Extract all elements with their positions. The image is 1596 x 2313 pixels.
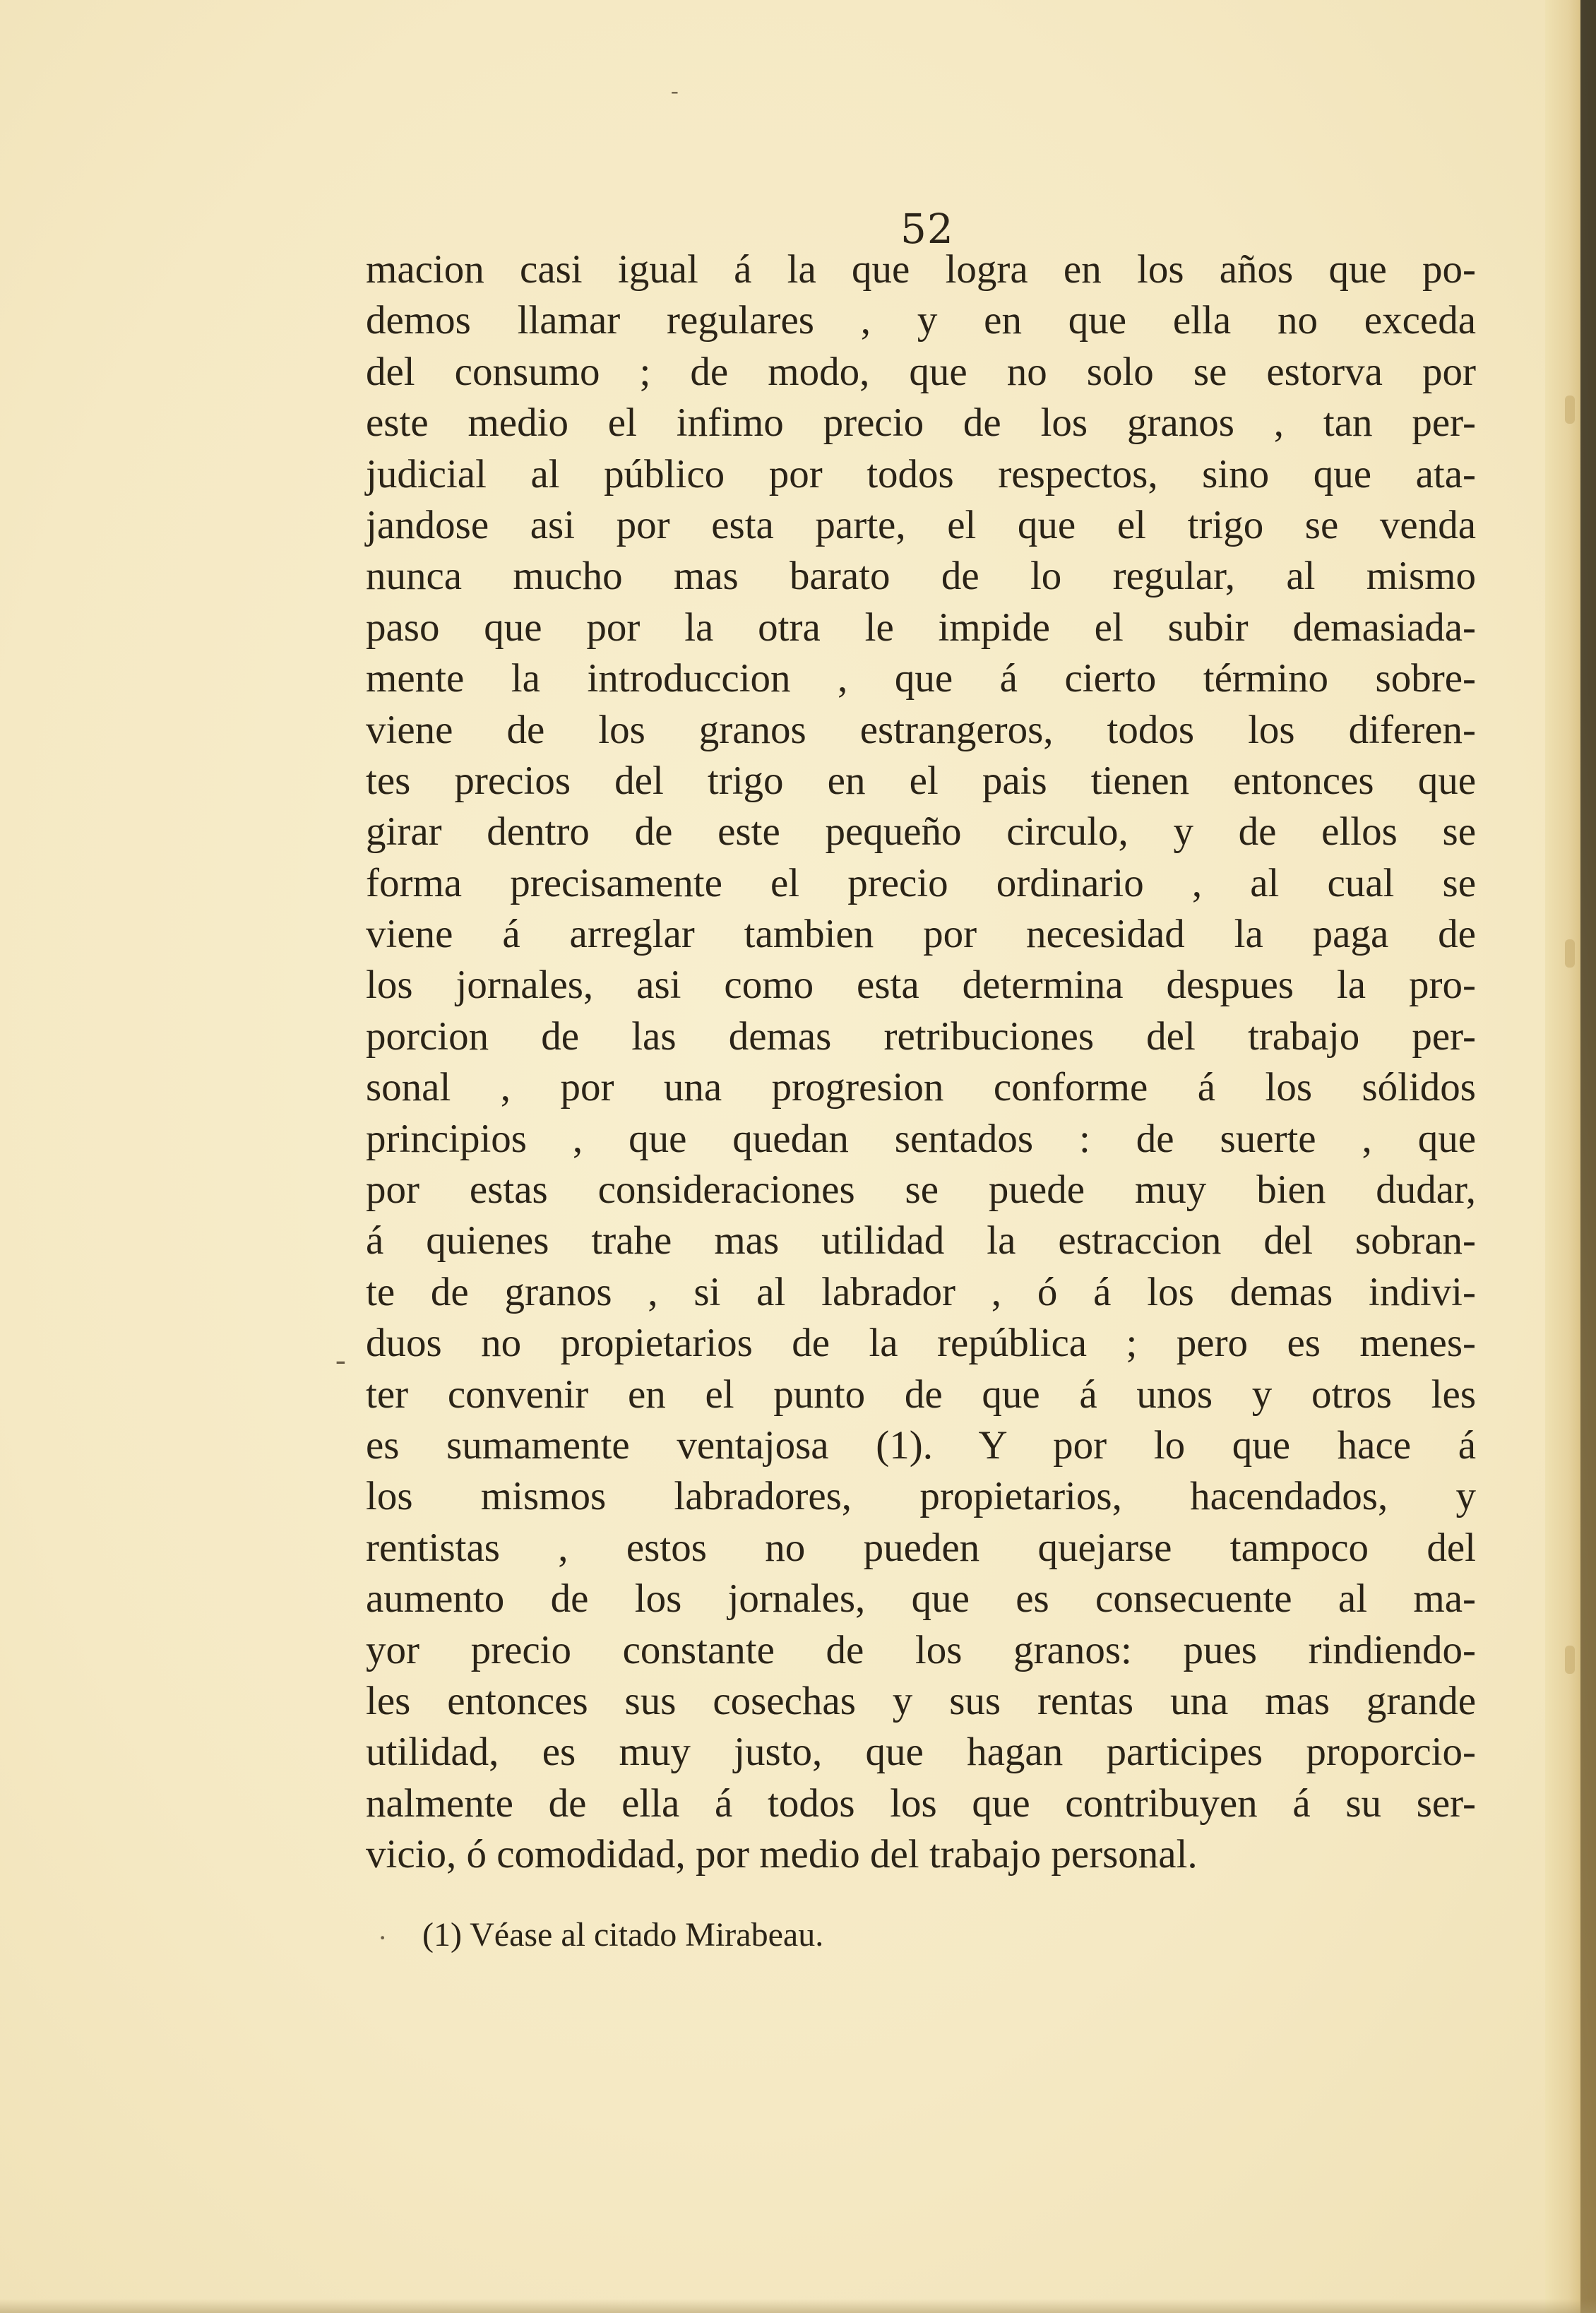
text-line: utilidad, es muy justo, que hagan participes proporcio-	[366, 1730, 1476, 1775]
ink-speck: ·	[378, 1922, 388, 1954]
text-line: girar dentro de este pequeño circulo, y de ellos se	[366, 809, 1476, 855]
text-line: viene de los granos estrangeros, todos los diferen-	[366, 707, 1476, 752]
text-line: paso que por la otra le impide el subir demasiada-	[366, 605, 1476, 650]
text-line: tes precios del trigo en el pais tienen entonces que	[366, 758, 1476, 803]
text-line: judicial al público por todos respectos, sino que ata-	[366, 451, 1476, 497]
page-bottom-shadow	[0, 2299, 1596, 2313]
text-line: les entonces sus cosechas y sus rentas una mas grande	[366, 1678, 1476, 1723]
text-line: principios , que quedan sentados : de suerte , que	[366, 1116, 1476, 1161]
text-line: aumento de los jornales, que es consecuente al ma-	[366, 1576, 1476, 1622]
ink-speck: -	[671, 78, 679, 103]
paper-stain	[1565, 396, 1575, 424]
paper-stain	[1565, 939, 1575, 968]
text-line: sonal , por una progresion conforme á los sólidos	[366, 1065, 1476, 1110]
footnote: (1) Véase al citado Mirabeau.	[422, 1916, 824, 1954]
text-line: este medio el infimo precio de los granos , tan per-	[366, 400, 1476, 446]
text-line: viene á arreglar tambien por necesidad la paga de	[366, 912, 1476, 957]
text-line: á quienes trahe mas utilidad la estraccion del sobran-	[366, 1218, 1476, 1263]
body-text	[366, 244, 1476, 1881]
text-line: por estas consideraciones se puede muy bien dudar,	[366, 1167, 1476, 1213]
text-line: mente la introduccion , que á cierto término sobre-	[366, 656, 1476, 701]
text-line: nalmente de ella á todos los que contribuyen á su ser-	[366, 1780, 1476, 1826]
text-line: del consumo ; de modo, que no solo se estorva por	[366, 349, 1476, 394]
paper-stain	[1565, 1646, 1575, 1674]
text-line: nunca mucho mas barato de lo regular, al mismo	[366, 554, 1476, 599]
text-line: los mismos labradores, propietarios, hacendados, y	[366, 1474, 1476, 1519]
text-line: yor precio constante de los granos: pues rindiendo-	[366, 1627, 1476, 1672]
text-line: ter convenir en el punto de que á unos y otros les	[366, 1372, 1476, 1417]
text-line: duos no propietarios de la república ; pero es menes-	[366, 1321, 1476, 1366]
text-line: demos llamar regulares , y en que ella no exceda	[366, 298, 1476, 343]
text-line: los jornales, asi como esta determina despues la pro-	[366, 963, 1476, 1008]
text-line: forma precisamente el precio ordinario , al cual se	[366, 860, 1476, 905]
text-line: macion casi igual á la que logra en los años que po-	[366, 247, 1476, 292]
ink-speck: -	[335, 1343, 346, 1377]
text-line: jandose asi por esta parte, el que el trigo se venda	[366, 502, 1476, 547]
binding-shadow	[1580, 0, 1596, 2313]
text-line: es sumamente ventajosa (1). Y por lo que hace á	[366, 1422, 1476, 1468]
text-line: te de granos , si al labrador , ó á los demas indivi-	[366, 1269, 1476, 1314]
text-line: vicio, ó comodidad, por medio del trabajo personal.	[366, 1832, 1198, 1877]
page-number: 52	[900, 205, 954, 253]
text-line: rentistas , estos no pueden quejarse tampoco del	[366, 1525, 1476, 1570]
text-line: porcion de las demas retribuciones del trabajo per-	[366, 1013, 1476, 1059]
